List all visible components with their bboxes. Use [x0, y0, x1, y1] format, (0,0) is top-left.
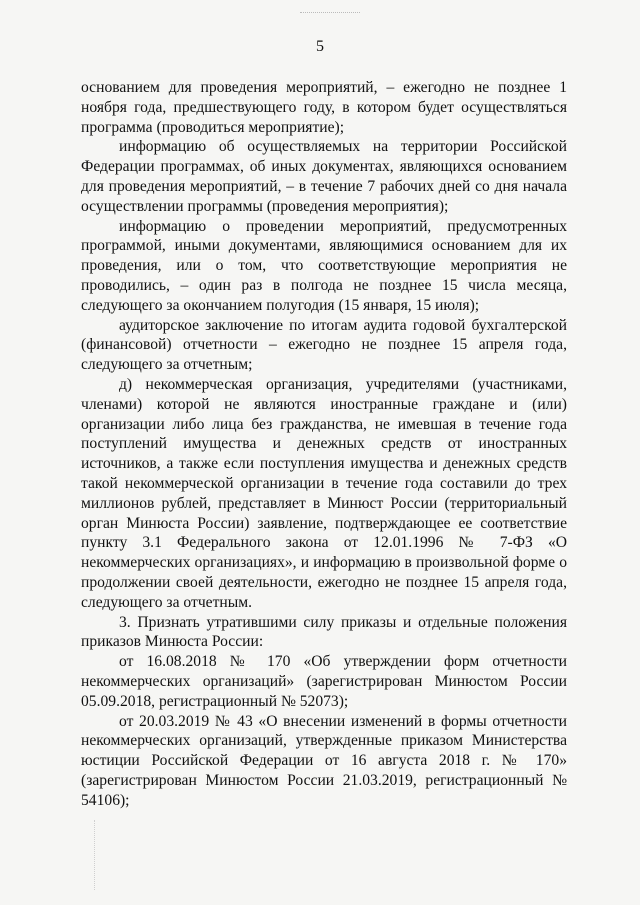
paragraph-order-170: от 16.08.2018 № 170 «Об утверждении форм отчетности некоммерческих организаций» (зарегистрирован Минюстом России 05.09.2018, регистрационный № 52073); [81, 653, 567, 710]
scan-artifact-line [94, 820, 95, 890]
page-number: 5 [316, 38, 324, 55]
paragraph-continuation: основанием для проведения мероприятий, – ежегодно не позднее 1 ноября года, предшествующего году, в котором будет осуществляться программа (проводиться мероприятие); [81, 79, 567, 136]
paragraph-item-d: д) некоммерческая организация, учредителями (участниками, членами) которой не являются иностранные граждане и (или) организации либо лица без гражданства, не имевшая в течение года поступлений имущества и денежных средств от иностранных источников, а также если поступления имущества и денежных средств такой некоммерческой организации в течение года составили до трех миллионов рублей, представляет в Минюст России (территориальный орган Минюста России) заявление, подтверждающее ее соответствие пункту 3.1 Федерального закона от 12.01.1996 № 7-ФЗ «О некоммерческих организациях», и информацию в произвольной форме о продолжении своей деятельности, ежегодно не позднее 15 апреля года, следующего за отчетным. [81, 375, 567, 611]
paragraph-order-43: от 20.03.2019 № 43 «О внесении изменений в формы отчетности некоммерческих организаций, утвержденные приказом Министерства юстиции Российской Федерации от 16 августа 2018 г. № 170» (зарегистрирован Минюстом России 21.03.2019, регистрационный № 54106); [81, 712, 567, 809]
scan-artifact [300, 12, 360, 15]
paragraph-audit-report: аудиторское заключение по итогам аудита годовой бухгалтерской (финансовой) отчетности – ежегодно не позднее 15 апреля года, следующего за отчетным; [81, 316, 567, 374]
paragraph-info-programs: информацию об осуществляемых на территории Российской Федерации программах, об иных документах, являющихся основанием для проведения мероприятий, – в течение 7 рабочих дней со дня начала осуществлении программы (проведения мероприятия); [81, 138, 567, 215]
document-body [81, 78, 567, 810]
paragraph-item-3: 3. Признать утратившими силу приказы и отдельные положения приказов Минюста России: [81, 613, 567, 651]
paragraph-info-events: информацию о проведении мероприятий, предусмотренных программой, иными документами, являющимися основанием для их проведения, или о том, что соответствующие мероприятия не проводились, – один раз в полгода не позднее 15 числа месяца, следующего за окончанием полугодия (15 января, 15 июля); [81, 217, 567, 314]
